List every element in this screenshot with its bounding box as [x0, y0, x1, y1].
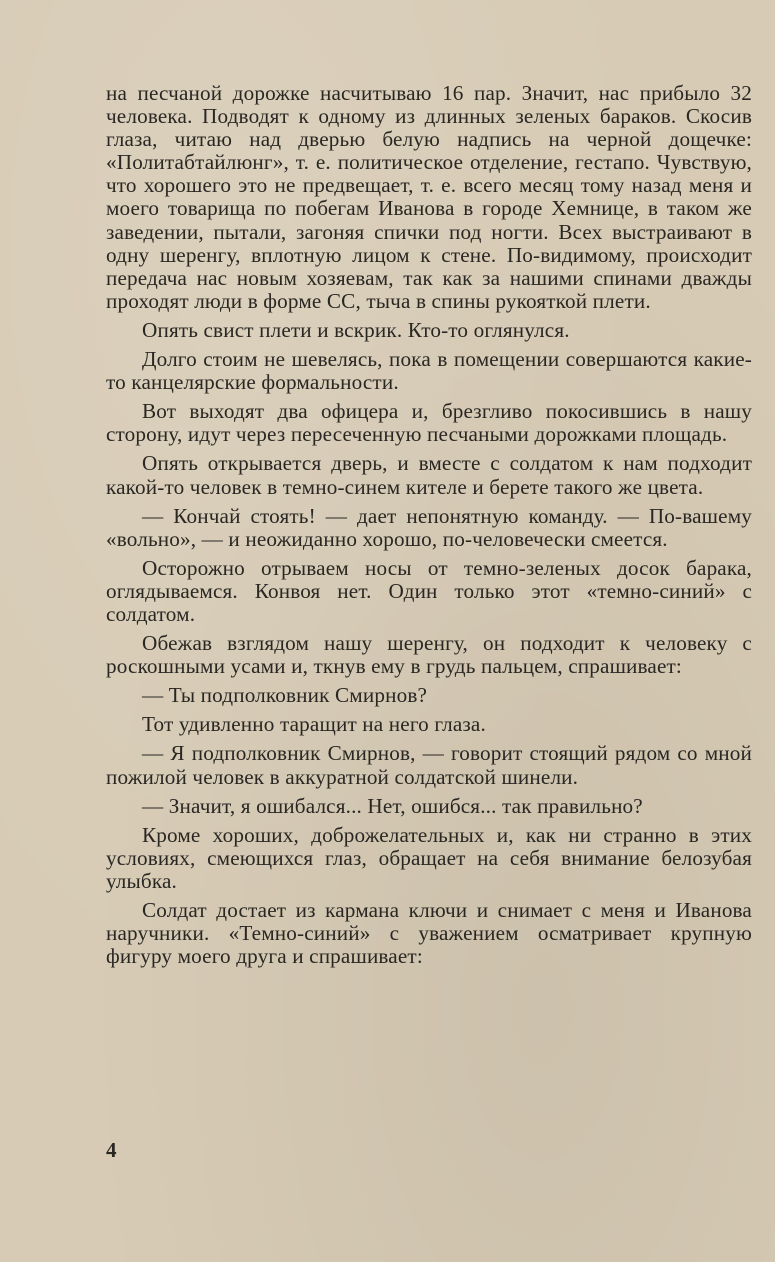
paragraph-11: — Я подполковник Смирнов, — говорит стоящий рядом со мной пожилой человек в аккуратной солдатской шинели. [106, 741, 752, 789]
paragraph-3: Долго стоим не шевелясь, пока в помещении совершаются какие-то канцелярские формальности. [106, 347, 752, 395]
paragraph-13: Кроме хороших, доброжелательных и, как ни странно в этих условиях, смеющихся глаз, обращает на себя внимание белозубая улыбка. [106, 822, 752, 893]
paragraph-14: Солдат достает из кармана ключи и снимает с меня и Иванова наручники. «Темно-синий» с уважением осматривает крупную фигуру моего друга и спрашивает: [106, 898, 752, 969]
paragraph-4: Вот выходят два офицера и, брезгливо покосившись в нашу сторону, идут через пересеченную песчаными дорожками площадь. [106, 399, 752, 447]
paragraph-7: Осторожно отрываем носы от темно-зеленых досок барака, оглядываемся. Конвоя нет. Один только этот «темно-синий» с солдатом. [106, 555, 752, 626]
paragraph-9: — Ты подполковник Смирнов? [142, 683, 428, 708]
paragraph-6: — Кончай стоять! — дает непонятную команду. — По-вашему «вольно», — и неожиданно хорошо, по-человечески смеется. [106, 503, 752, 551]
paragraph-8: Обежав взглядом нашу шеренгу, он подходит к человеку с роскошными усами и, ткнув ему в грудь пальцем, спрашивает: [106, 631, 752, 679]
paragraph-12: — Значит, я ошибался... Нет, ошибся... так правильно? [142, 793, 643, 818]
paragraph-10: Тот удивленно таращит на него глаза. [142, 712, 486, 737]
paragraph-5: Опять открывается дверь, и вместе с солдатом к нам подходит какой-то человек в темно-синем кителе и берете такого же цвета. [106, 451, 752, 499]
body-text [106, 82, 752, 974]
page-number: 4 [106, 1138, 117, 1162]
paragraph-2: Опять свист плети и вскрик. Кто-то оглянулся. [142, 317, 570, 342]
paragraph-1: на песчаной дорожке насчитываю 16 пар. Значит, нас прибыло 32 человека. Подводят к одному из длинных зеленых бараков. Скосив глаза, читаю над дверью белую надпись на черной дощечке: «Политабтайлюнг», т. е. политическое отделение, гестапо. Чувствую, что хорошего это не предвещает, т. е. всего месяц тому назад меня и моего товарища по побегам Иванова в городе Хемнице, в таком же заведении, пытали, загоняя спички под ногти. Всех выстраивают в одну шеренгу, вплотную лицом к стене. По-видимому, происходит передача нас новым хозяевам, так как за нашими спинами дважды проходят люди в форме СС, тыча в спины рукояткой плети. [106, 81, 752, 313]
